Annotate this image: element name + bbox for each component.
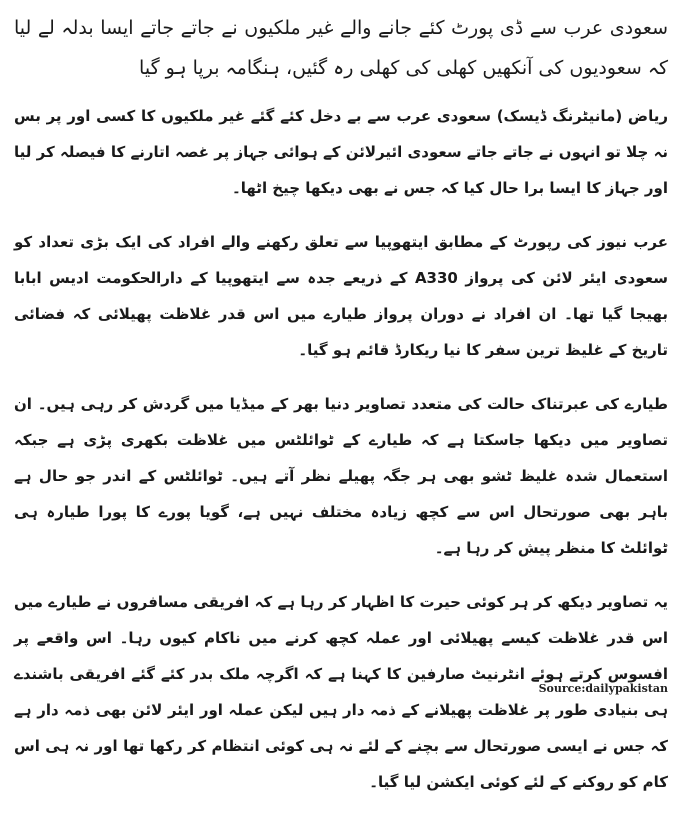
article-paragraph-1: ریاض (مانیٹرنگ ڈیسک) سعودی عرب سے بے دخل کئے گئے غیر ملکیوں کا کسی اور پر بس نہ چلا تو انہوں نے جاتے جاتے سعودی ائیرلائن کے ہوائی جہاز پر غصہ اتارنے کا فیصلہ کر لیا اور جہاز کا ایسا برا حال کیا کہ جس نے بھی دیکھا چیخ اٹھا۔ — [14, 107, 668, 197]
article-paragraph-4: یہ تصاویر دیکھ کر ہر کوئی حیرت کا اظہار کر رہا ہے کہ افریقی مسافروں نے طیارے میں اس قدر غلاظت کیسے پھیلائی اور عملہ کچھ کرنے میں ناکام کیوں رہا۔ اس واقعے پر افسوس کرتے ہوئے انٹرنیٹ صارفین کا کہنا ہے کہ اگرچہ ملک بدر کئے گئے افریقی باشندے ہی بنیادی طور پر غلاظت پھیلانے کے ذمہ دار ہیں لیکن عملہ اور ایئر لائن بھی ذمہ دار ہے کہ جس نے ایسی صورتحال سے بچنے کے لئے نہ ہی کوئی انتظام کر رکھا تھا اور نہ ہی اس کام کو روکنے کے لئے کوئی ایکشن لیا گیا۔ — [14, 593, 668, 791]
article-headline: سعودی عرب سے ڈی پورٹ کئے جانے والے غیر ملکیوں نے جاتے جاتے ایسا بدلہ لے لیا کہ سعودیوں کی آنکھیں کھلی کی کھلی رہ گئیں، ہنگامہ برپا ہو گیا — [14, 17, 668, 79]
news-article — [14, 8, 668, 818]
article-source: Source:dailypakistan — [538, 682, 668, 695]
article-paragraph-2: عرب نیوز کی رپورٹ کے مطابق ایتھوپیا سے تعلق رکھنے والے افراد کی ایک بڑی تعداد کو سعودی ایئر لائن کی پرواز A330 کے ذریعے جدہ سے ایتھوپیا کے دارالحکومت ادیس ابابا بھیجا گیا تھا۔ ان افراد نے دوران پرواز طیارے میں اس قدر غلاظت پھیلائی کہ فضائی تاریخ کے غلیظ ترین سفر کا نیا ریکارڈ قائم ہو گیا۔ — [14, 233, 668, 359]
article-paragraph-3: طیارے کی عبرتناک حالت کی متعدد تصاویر دنیا بھر کے میڈیا میں گردش کر رہی ہیں۔ ان تصاویر میں دیکھا جاسکتا ہے کہ طیارے کے ٹوائلٹس میں غلاظت بکھری پڑی ہے جبکہ استعمال شدہ غلیظ ٹشو بھی ہر جگہ پھیلے نظر آتے ہیں۔ ٹوائلٹس کے اندر جو حال ہے باہر بھی صورتحال اس سے کچھ زیادہ مختلف نہیں ہے، گویا پورے کا پورا طیارہ ہی ٹوائلٹ کا منظر پیش کر رہا ہے۔ — [14, 395, 668, 557]
